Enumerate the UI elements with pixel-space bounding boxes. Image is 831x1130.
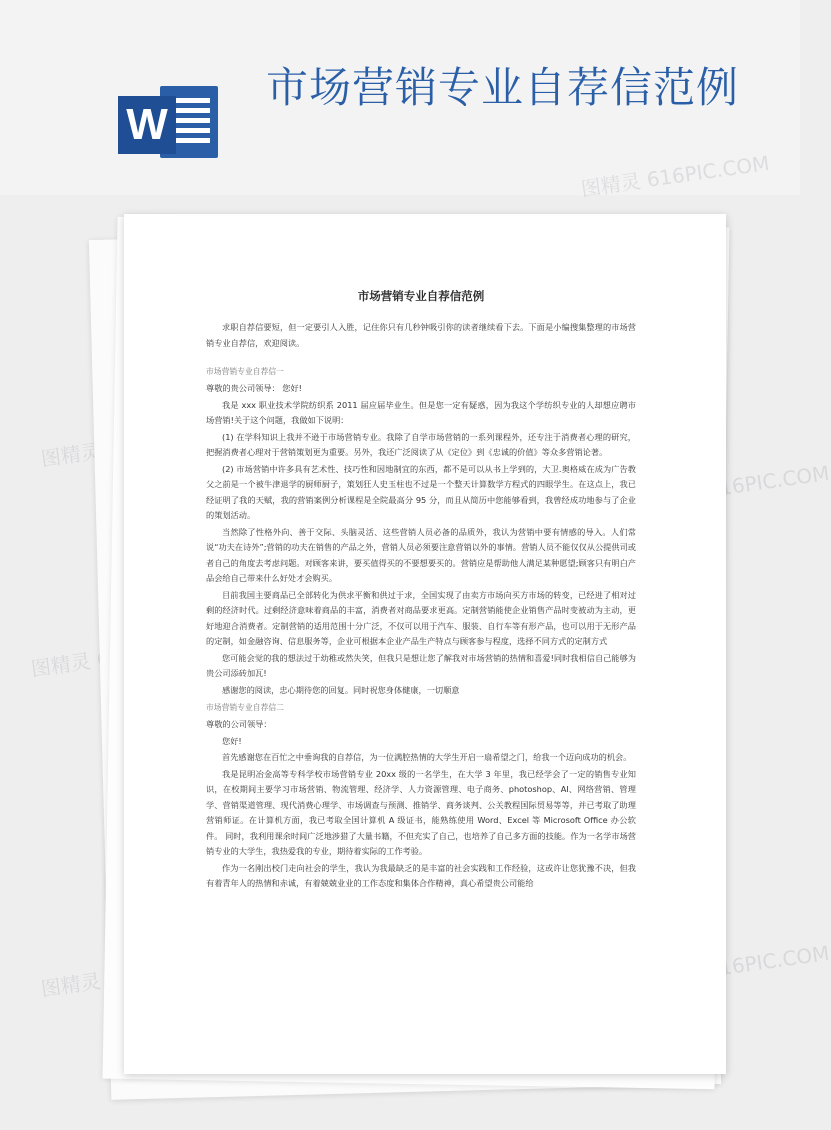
paragraph: 我是 xxx 职业技术学院纺织系 2011 届应届毕业生。但是您一定有疑惑，因为我这个学纺织专业的人却想应聘市场营销!关于这个问题，我做如下说明： (206, 399, 636, 425)
section-heading-1: 市场营销专业自荐信一 (206, 367, 284, 376)
paragraph: 作为一名刚出校门走向社会的学生，我认为我最缺乏的是丰富的社会实践和工作经验，这或许让您犹豫不决，但我有着青年人的热情和赤诚，有着兢兢业业的工作态度和集体合作精神，真心希望贵公司能给 (206, 862, 636, 888)
section-heading-2: 市场营销专业自荐信二 (206, 703, 284, 712)
word-document-icon (118, 76, 222, 166)
watermark: 图精灵 (29, 648, 93, 682)
paragraph: (1) 在学科知识上我并不逊于市场营销专业。我除了自学市场营销的一系列课程外，还专注于消费者心理的研究，把握消费者心理对于营销策划更为重要。另外，我还广泛阅读了从《定位》到《忠诚的价值》等众多营销论著。 (206, 431, 636, 457)
document-title: 市场营销专业自荐信范例 (357, 289, 485, 303)
document-page (124, 214, 726, 1074)
intro-paragraph: 求职自荐信要短，但一定要引人入胜，记住你只有几秒钟吸引你的读者继续看下去。下面是小编搜集整理的市场营销专业自荐信，欢迎阅读。 (206, 322, 636, 348)
paragraph: 首先感谢您在百忙之中垂询我的自荐信，为一位满腔热情的大学生开启一扇希望之门，给我一个迈向成功的机会。 (222, 752, 632, 762)
watermark: 图精灵 (39, 438, 103, 472)
hello-line: 您好! (222, 735, 242, 746)
paragraph: 目前我国主要商品已全部转化为供求平衡和供过于求，全国实现了由卖方市场向买方市场的转变，已经进了相对过剩的经济时代。过剩经济意味着商品的丰富，消费者对商品要求更高。定制营销能使企业销售产品时变被动为主动，更好地迎合消费者。定制营销的适用范围十分广泛，不仅可以用于汽车、服装、自行车等有形产品，也可以用于无形产品的定制，如金融咨询、信息服务等，企业可根据本企业产品生产特点与顾客参与程度，选择不同方式的定制方式 (206, 589, 636, 646)
paragraph: 感谢您的阅读，忠心期待您的回复。同时祝您身体健康，一切顺意 (222, 684, 460, 695)
greeting-2: 尊敬的公司领导： (206, 719, 272, 729)
paragraph: 当然除了性格外向、善于交际、头脑灵活、这些营销人员必备的品质外，我认为营销中要有情感的导入。人们常说“功夫在诗外”;营销的功夫在销售的产品之外，营销人员必须要注意营销以外的事情。营销人员不能仅仅从公提供司或者自己的角度去考虑问题。对顾客来讲，要买值得买的不要想要买的。营销应是帮助他人满足某种愿望;顾客只有明白产品会给自己带来什么好处才会购买。 (206, 526, 636, 583)
document-body (206, 288, 636, 893)
header-banner (0, 0, 800, 195)
watermark: 图精灵 616PIC.COM (639, 460, 831, 512)
watermark: 图精灵 616PIC.COM (639, 940, 831, 992)
watermark: 图精灵 (39, 968, 103, 1002)
page-title: 市场营销专业自荐信范例 (266, 63, 740, 112)
greeting-1: 尊敬的贵公司领导： 您好! (206, 383, 302, 393)
paragraph: 您可能会觉的我的想法过于幼稚或然失笑，但我只是想让您了解我对市场营销的热情和喜爱!同时我相信自己能够为贵公司添砖加瓦! (206, 652, 636, 678)
paragraph: (2) 市场营销中许多具有艺术性、技巧性和因地制宜的东西，都不是可以从书上学到的，大卫.奥格威在成为广告教父之前是一个被牛津退学的厨师厨子，策划狂人史玉柱也不过是一个整天计算数学方程式的四眼学生。在这点上，我已经证明了我的天赋，我的营销案例分析课程是全院最高分 95 分，而且从简历中您能够看到，我曾经成功地参与了企业的策划活动。 (206, 463, 636, 520)
paragraph: 我是昆明冶金高等专科学校市场营销专业 20xx 级的一名学生，在大学 3 年里，我已经学会了一定的销售专业知识，在校期间主要学习市场营销、物流管理、经济学、人力资源管理、电子商务、photoshop、AI、网络营销、管理学、营销渠道管理、现代消费心理学、市场调查与预测、推销学、商务谈判、公关教程国际贸易等等，并已考取了助理营销师证。在计算机方面，我已考取全国计算机 A 级证书，能熟练使用 Word、Excel 等 Microsoft Office 办公软件。 同时，我利用课余时间广泛地涉猎了大量书籍，不但充实了自己，也培养了自己多方面的技能。作为一名学市场营销专业的大学生，我热爱我的专业，期待着实际的工作考验。 (206, 768, 636, 856)
word-letter-tile: W (118, 96, 176, 154)
